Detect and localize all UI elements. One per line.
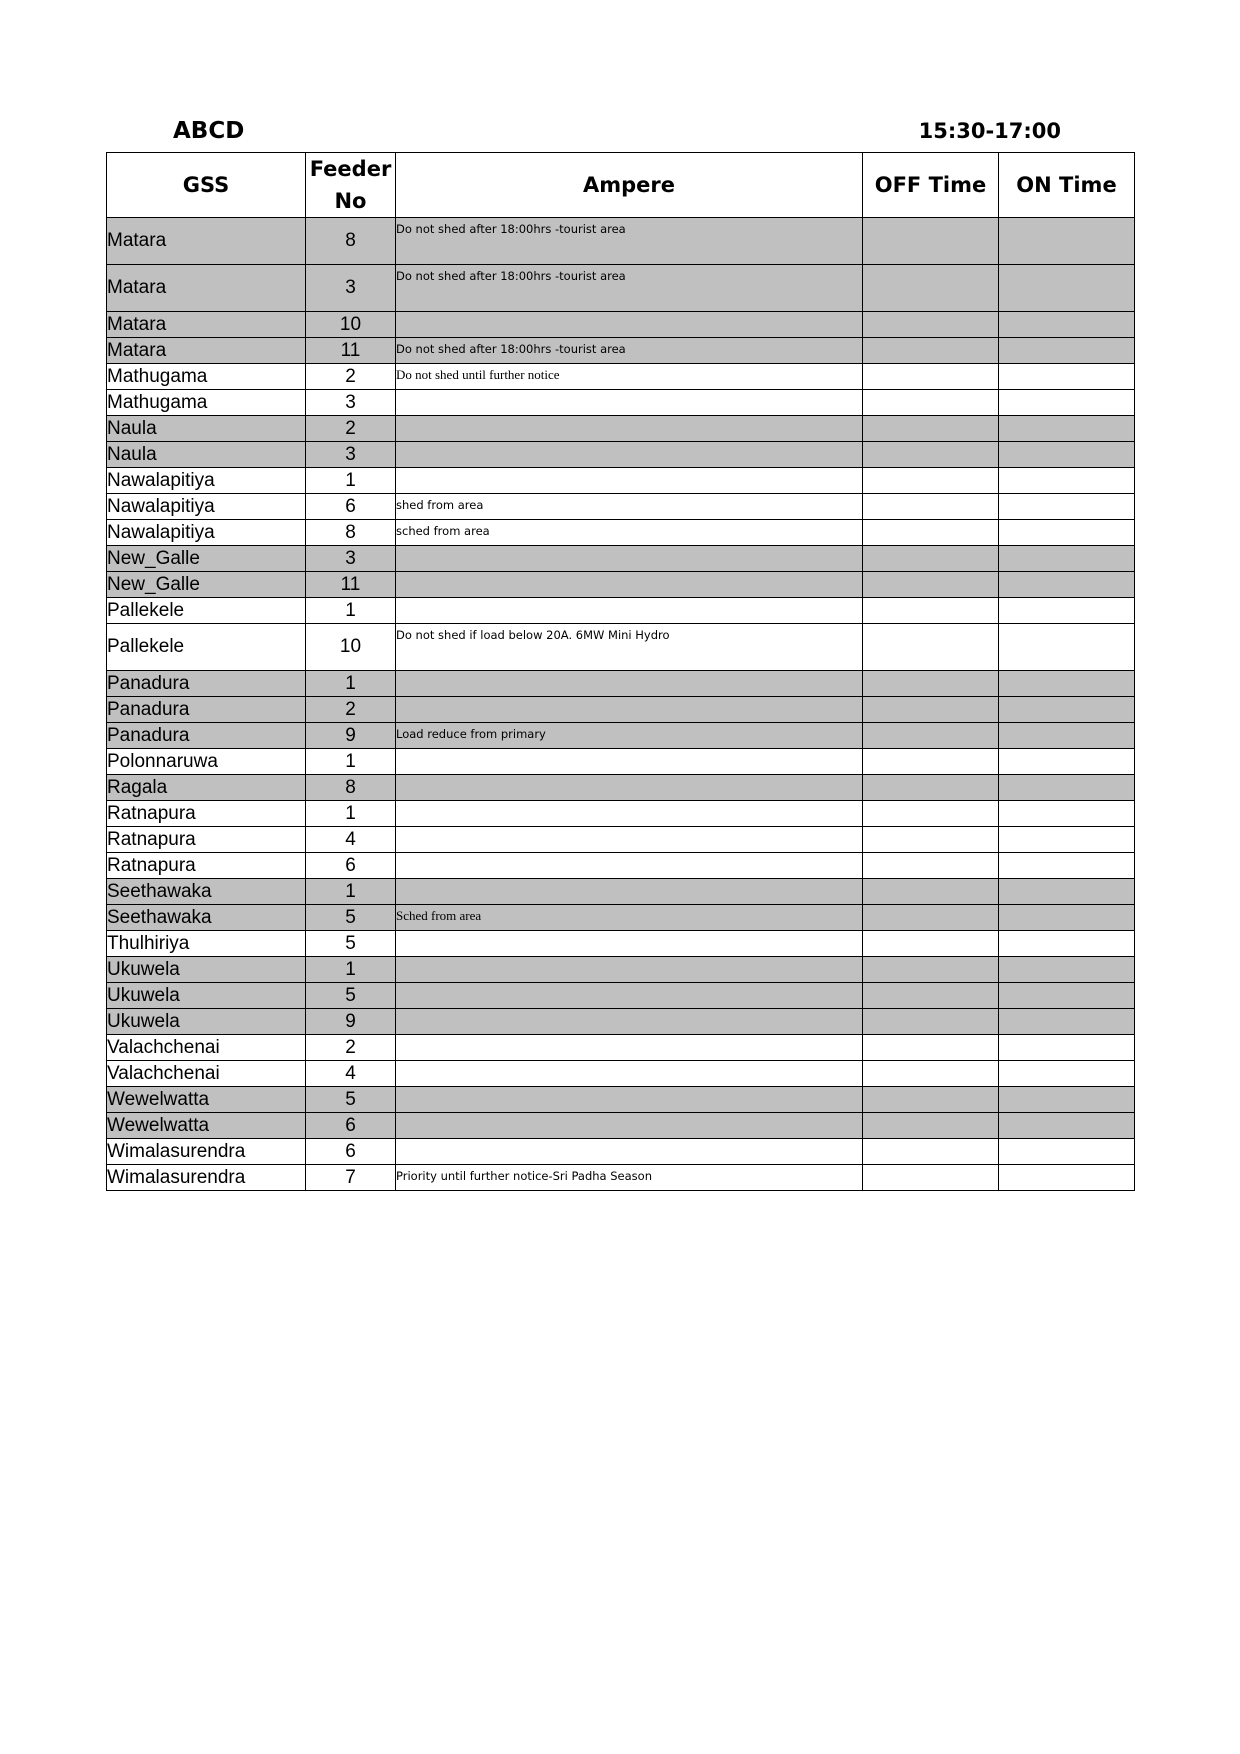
on-time-cell	[999, 598, 1135, 624]
off-time-cell	[863, 1165, 999, 1191]
ampere-cell	[396, 775, 863, 801]
on-time-cell	[999, 520, 1135, 546]
table-row	[107, 1087, 1135, 1113]
ampere-cell	[396, 598, 863, 624]
gss-cell: Ratnapura	[107, 801, 306, 827]
feeder-no-cell: 1	[306, 468, 396, 494]
gss-cell: Panadura	[107, 697, 306, 723]
off-time-cell	[863, 572, 999, 598]
ampere-cell	[396, 1035, 863, 1061]
ampere-cell: Priority until further notice-Sri Padha Season	[396, 1165, 863, 1191]
ampere-cell: shed from area	[396, 494, 863, 520]
table-row	[107, 1139, 1135, 1165]
off-time-cell	[863, 1113, 999, 1139]
off-time-cell	[863, 1139, 999, 1165]
feeder-no-cell: 4	[306, 1061, 396, 1087]
on-time-cell	[999, 879, 1135, 905]
off-time-cell	[863, 723, 999, 749]
table-row	[107, 468, 1135, 494]
feeder-no-cell: 5	[306, 1087, 396, 1113]
feeder-no-cell: 1	[306, 957, 396, 983]
on-time-cell	[999, 265, 1135, 312]
feeder-no-cell: 6	[306, 1139, 396, 1165]
gss-cell: Ukuwela	[107, 957, 306, 983]
gss-cell: Naula	[107, 416, 306, 442]
feeder-no-cell: 1	[306, 801, 396, 827]
off-time-cell	[863, 364, 999, 390]
ampere-cell	[396, 983, 863, 1009]
table-row	[107, 572, 1135, 598]
column-header-feeder-no: Feeder No	[306, 153, 396, 218]
table-row	[107, 697, 1135, 723]
table-row	[107, 442, 1135, 468]
feeder-no-cell: 1	[306, 598, 396, 624]
on-time-cell	[999, 390, 1135, 416]
table-row	[107, 546, 1135, 572]
feeder-no-cell: 1	[306, 749, 396, 775]
ampere-cell	[396, 442, 863, 468]
off-time-cell	[863, 931, 999, 957]
off-time-cell	[863, 1061, 999, 1087]
feeder-no-cell: 7	[306, 1165, 396, 1191]
off-time-cell	[863, 957, 999, 983]
ampere-cell: Do not shed if load below 20A. 6MW Mini Hydro	[396, 624, 863, 671]
feeder-no-cell: 3	[306, 265, 396, 312]
gss-cell: Valachchenai	[107, 1061, 306, 1087]
off-time-cell	[863, 494, 999, 520]
feeder-no-cell: 6	[306, 1113, 396, 1139]
feeder-no-cell: 8	[306, 520, 396, 546]
gss-cell: Matara	[107, 265, 306, 312]
ampere-cell	[396, 697, 863, 723]
off-time-cell	[863, 1087, 999, 1113]
ampere-cell	[396, 312, 863, 338]
on-time-cell	[999, 983, 1135, 1009]
table-row	[107, 1113, 1135, 1139]
off-time-cell	[863, 546, 999, 572]
feeder-no-cell: 2	[306, 697, 396, 723]
off-time-cell	[863, 671, 999, 697]
table-row	[107, 1009, 1135, 1035]
off-time-cell	[863, 218, 999, 265]
off-time-cell	[863, 520, 999, 546]
ampere-cell: Do not shed after 18:00hrs -tourist area	[396, 218, 863, 265]
feeder-no-cell: 4	[306, 827, 396, 853]
ampere-cell: sched from area	[396, 520, 863, 546]
gss-cell: Panadura	[107, 723, 306, 749]
off-time-cell	[863, 442, 999, 468]
on-time-cell	[999, 1139, 1135, 1165]
table-row	[107, 218, 1135, 265]
gss-cell: Mathugama	[107, 364, 306, 390]
gss-cell: Panadura	[107, 671, 306, 697]
table-row	[107, 983, 1135, 1009]
column-header-gss: GSS	[107, 153, 306, 218]
column-header-off-time: OFF Time	[863, 153, 999, 218]
table-row	[107, 416, 1135, 442]
off-time-cell	[863, 697, 999, 723]
off-time-cell	[863, 1009, 999, 1035]
table-row	[107, 723, 1135, 749]
ampere-cell	[396, 931, 863, 957]
table-row	[107, 624, 1135, 671]
on-time-cell	[999, 671, 1135, 697]
ampere-cell: Do not shed after 18:00hrs -tourist area	[396, 265, 863, 312]
feeder-no-cell: 8	[306, 775, 396, 801]
feeder-no-cell: 1	[306, 879, 396, 905]
ampere-cell	[396, 1139, 863, 1165]
table-row	[107, 364, 1135, 390]
on-time-cell	[999, 494, 1135, 520]
on-time-cell	[999, 931, 1135, 957]
off-time-cell	[863, 905, 999, 931]
feeder-no-cell: 11	[306, 572, 396, 598]
on-time-cell	[999, 827, 1135, 853]
feeder-no-cell: 10	[306, 312, 396, 338]
ampere-cell	[396, 546, 863, 572]
table-body	[107, 218, 1135, 1191]
gss-cell: Ratnapura	[107, 853, 306, 879]
ampere-cell	[396, 1087, 863, 1113]
ampere-cell	[396, 671, 863, 697]
table-row	[107, 1035, 1135, 1061]
table-row	[107, 931, 1135, 957]
on-time-cell	[999, 442, 1135, 468]
gss-cell: Ukuwela	[107, 1009, 306, 1035]
ampere-cell	[396, 468, 863, 494]
table-header-row	[107, 153, 1135, 218]
feeder-no-cell: 6	[306, 853, 396, 879]
off-time-cell	[863, 265, 999, 312]
off-time-cell	[863, 468, 999, 494]
time-slot: 15:30-17:00	[918, 119, 1061, 143]
ampere-cell: Sched from area	[396, 905, 863, 931]
on-time-cell	[999, 801, 1135, 827]
table-row	[107, 879, 1135, 905]
ampere-cell	[396, 879, 863, 905]
gss-cell: Matara	[107, 218, 306, 265]
feeder-no-cell: 2	[306, 416, 396, 442]
on-time-cell	[999, 957, 1135, 983]
table-row	[107, 905, 1135, 931]
gss-cell: Mathugama	[107, 390, 306, 416]
feeder-no-cell: 5	[306, 983, 396, 1009]
feeder-no-cell: 6	[306, 494, 396, 520]
ampere-cell	[396, 1061, 863, 1087]
on-time-cell	[999, 1061, 1135, 1087]
feeder-no-cell: 3	[306, 442, 396, 468]
gss-cell: Ukuwela	[107, 983, 306, 1009]
on-time-cell	[999, 572, 1135, 598]
ampere-cell: Do not shed until further notice	[396, 364, 863, 390]
table-row	[107, 390, 1135, 416]
off-time-cell	[863, 390, 999, 416]
on-time-cell	[999, 853, 1135, 879]
off-time-cell	[863, 879, 999, 905]
on-time-cell	[999, 1113, 1135, 1139]
gss-cell: Polonnaruwa	[107, 749, 306, 775]
table-row	[107, 801, 1135, 827]
table-row	[107, 749, 1135, 775]
gss-cell: Wimalasurendra	[107, 1165, 306, 1191]
on-time-cell	[999, 775, 1135, 801]
column-header-ampere: Ampere	[396, 153, 863, 218]
gss-cell: Wimalasurendra	[107, 1139, 306, 1165]
ampere-cell	[396, 1113, 863, 1139]
on-time-cell	[999, 338, 1135, 364]
on-time-cell	[999, 468, 1135, 494]
table-row	[107, 775, 1135, 801]
ampere-cell	[396, 957, 863, 983]
on-time-cell	[999, 749, 1135, 775]
gss-cell: Thulhiriya	[107, 931, 306, 957]
on-time-cell	[999, 624, 1135, 671]
table-row	[107, 265, 1135, 312]
document-header	[106, 116, 1133, 150]
off-time-cell	[863, 775, 999, 801]
gss-cell: New_Galle	[107, 572, 306, 598]
feeder-no-cell: 11	[306, 338, 396, 364]
table-row	[107, 338, 1135, 364]
feeder-no-cell: 5	[306, 931, 396, 957]
on-time-cell	[999, 1165, 1135, 1191]
gss-cell: Seethawaka	[107, 905, 306, 931]
table-row	[107, 520, 1135, 546]
ampere-cell	[396, 827, 863, 853]
on-time-cell	[999, 697, 1135, 723]
off-time-cell	[863, 1035, 999, 1061]
off-time-cell	[863, 749, 999, 775]
feeder-no-cell: 10	[306, 624, 396, 671]
gss-cell: Nawalapitiya	[107, 468, 306, 494]
off-time-cell	[863, 416, 999, 442]
table-row	[107, 957, 1135, 983]
ampere-cell	[396, 572, 863, 598]
gss-cell: Pallekele	[107, 624, 306, 671]
gss-cell: Nawalapitiya	[107, 520, 306, 546]
off-time-cell	[863, 827, 999, 853]
gss-cell: Matara	[107, 338, 306, 364]
on-time-cell	[999, 546, 1135, 572]
off-time-cell	[863, 598, 999, 624]
feeder-no-cell: 8	[306, 218, 396, 265]
table-row	[107, 598, 1135, 624]
feeder-no-cell: 9	[306, 723, 396, 749]
feeder-no-cell: 3	[306, 546, 396, 572]
table-row	[107, 827, 1135, 853]
load-shedding-table	[106, 152, 1135, 1191]
ampere-cell	[396, 1009, 863, 1035]
table-row	[107, 1061, 1135, 1087]
on-time-cell	[999, 1087, 1135, 1113]
table-row	[107, 312, 1135, 338]
feeder-no-cell: 2	[306, 1035, 396, 1061]
gss-cell: Naula	[107, 442, 306, 468]
gss-cell: Valachchenai	[107, 1035, 306, 1061]
table-row	[107, 671, 1135, 697]
off-time-cell	[863, 801, 999, 827]
on-time-cell	[999, 364, 1135, 390]
gss-cell: Seethawaka	[107, 879, 306, 905]
on-time-cell	[999, 905, 1135, 931]
on-time-cell	[999, 723, 1135, 749]
feeder-no-cell: 2	[306, 364, 396, 390]
off-time-cell	[863, 624, 999, 671]
ampere-cell	[396, 853, 863, 879]
ampere-cell	[396, 749, 863, 775]
ampere-cell: Do not shed after 18:00hrs -tourist area	[396, 338, 863, 364]
table-row	[107, 853, 1135, 879]
gss-cell: New_Galle	[107, 546, 306, 572]
feeder-no-cell: 5	[306, 905, 396, 931]
on-time-cell	[999, 1035, 1135, 1061]
ampere-cell	[396, 390, 863, 416]
off-time-cell	[863, 312, 999, 338]
on-time-cell	[999, 218, 1135, 265]
gss-cell: Wewelwatta	[107, 1113, 306, 1139]
ampere-cell: Load reduce from primary	[396, 723, 863, 749]
gss-cell: Wewelwatta	[107, 1087, 306, 1113]
feeder-no-cell: 1	[306, 671, 396, 697]
on-time-cell	[999, 1009, 1135, 1035]
on-time-cell	[999, 312, 1135, 338]
on-time-cell	[999, 416, 1135, 442]
column-header-on-time: ON Time	[999, 153, 1135, 218]
gss-cell: Ragala	[107, 775, 306, 801]
table-row	[107, 1165, 1135, 1191]
feeder-no-cell: 9	[306, 1009, 396, 1035]
gss-cell: Pallekele	[107, 598, 306, 624]
gss-cell: Matara	[107, 312, 306, 338]
off-time-cell	[863, 338, 999, 364]
off-time-cell	[863, 983, 999, 1009]
ampere-cell	[396, 801, 863, 827]
gss-cell: Nawalapitiya	[107, 494, 306, 520]
feeder-no-cell: 3	[306, 390, 396, 416]
ampere-cell	[396, 416, 863, 442]
table-row	[107, 494, 1135, 520]
document-title: ABCD	[173, 118, 245, 144]
gss-cell: Ratnapura	[107, 827, 306, 853]
off-time-cell	[863, 853, 999, 879]
